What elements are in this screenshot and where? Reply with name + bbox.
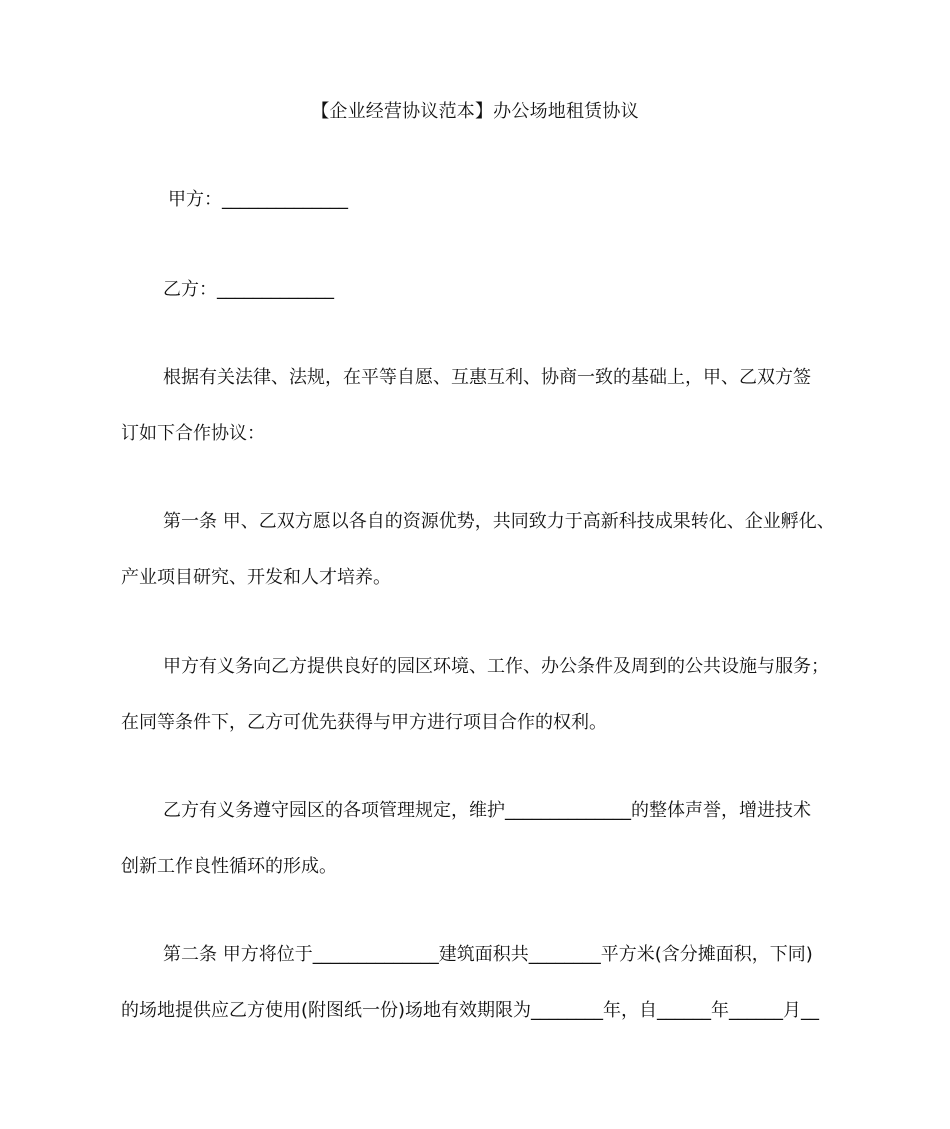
preamble-line-1: 根据有关法律、法规，在平等自愿、互惠互利、协商一致的基础上，甲、乙双方签 (163, 367, 811, 388)
document-title: 【企业经营协议范本】办公场地租赁协议 (311, 101, 639, 122)
article2-line-2: 的场地提供应乙方使用(附图纸一份)场地有效期限为________年，自______年______月__ (121, 1000, 820, 1021)
preamble-line-2: 订如下合作协议： (121, 423, 265, 444)
party-b-line: 乙方：_____________ (163, 279, 334, 300)
party-a-line: 甲方：______________ (168, 189, 348, 210)
party-b-duty-line-2: 创新工作良性循环的形成。 (121, 856, 337, 877)
article1-line-2: 产业项目研究、开发和人才培养。 (121, 567, 391, 588)
party-a-duty-line-2: 在同等条件下，乙方可优先获得与甲方进行项目合作的权利。 (121, 712, 607, 733)
article2-line-1: 第二条 甲方将位于______________建筑面积共________平方米(含分摊面积，下同) (163, 944, 813, 965)
article1-line-1: 第一条 甲、乙双方愿以各自的资源优势，共同致力于高新科技成果转化、企业孵化、 (163, 511, 835, 532)
party-a-duty-line-1: 甲方有义务向乙方提供良好的园区环境、工作、办公条件及周到的公共设施与服务； (163, 656, 829, 677)
party-b-duty-line-1: 乙方有义务遵守园区的各项管理规定，维护______________的整体声誉，增进技术 (163, 800, 811, 821)
